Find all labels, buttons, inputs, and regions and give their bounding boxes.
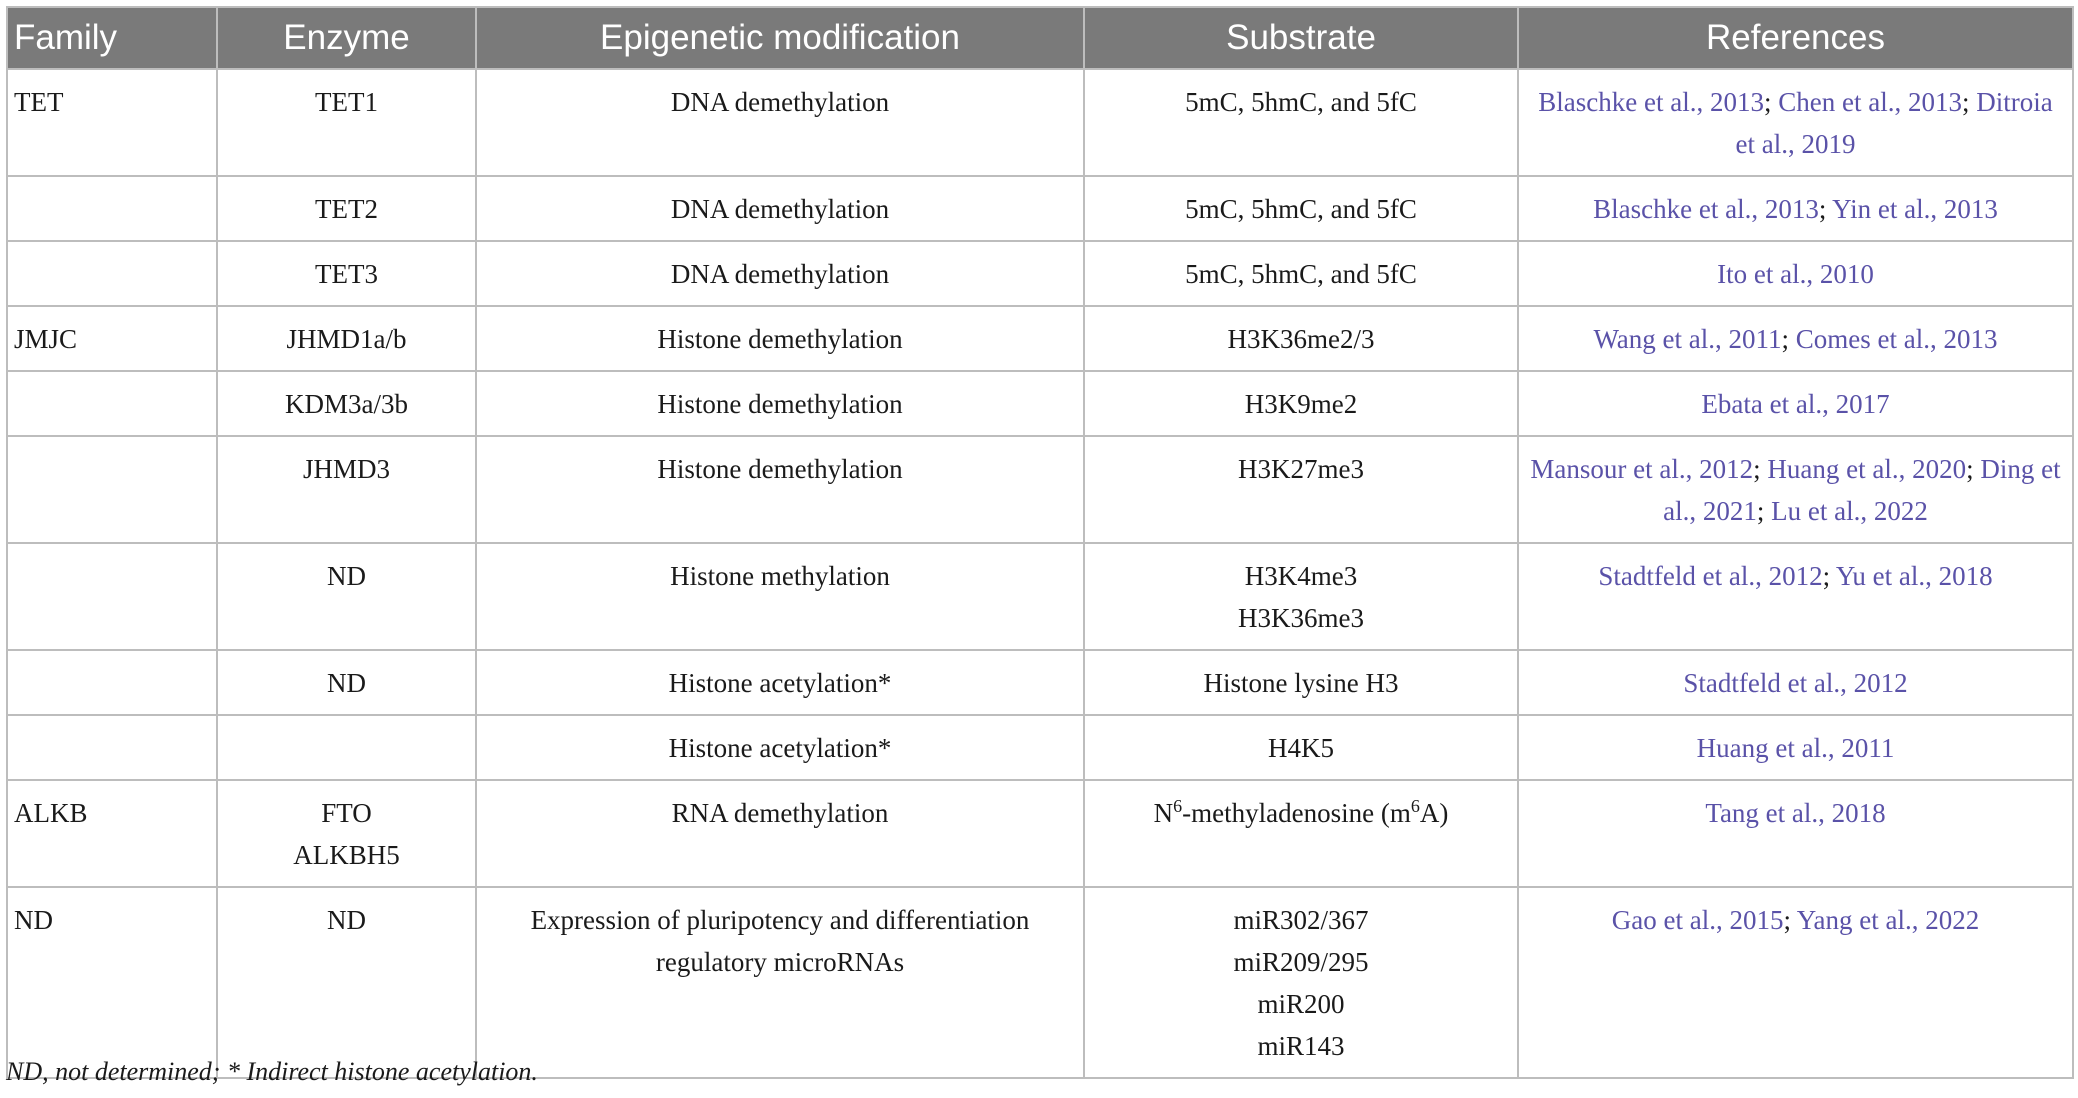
substrate-line: miR302/367 [1233,905,1369,935]
cell-substrate: H3K36me2/3 [1084,306,1518,371]
cell-references [1518,887,2073,1078]
table-row [7,780,2073,887]
reference-separator: ; [1763,87,1779,117]
reference-separator: ; [1966,454,1981,484]
substrate-line: miR143 [1257,1031,1345,1061]
cell-family [7,650,217,715]
cell-family [7,436,217,543]
reference-link[interactable]: Comes et al., 2013 [1795,324,1998,354]
header-substrate: Substrate [1084,7,1518,69]
cell-family: ND [7,887,217,1078]
cell-modification: Histone demethylation [476,371,1084,436]
reference-link[interactable]: Huang et al., 2020 [1767,454,1967,484]
cell-references [1518,371,2073,436]
table-body [7,69,2073,1078]
header-row [7,7,2073,69]
table-row [7,306,2073,371]
reference-link[interactable]: Chen et al., 2013 [1778,87,1962,117]
table-row [7,436,2073,543]
header-modification: Epigenetic modification [476,7,1084,69]
reference-separator: ; [1822,561,1836,591]
header-enzyme: Enzyme [217,7,476,69]
reference-link[interactable]: Blaschke et al., 2013 [1538,87,1764,117]
cell-references [1518,241,2073,306]
cell-enzyme: TET1 [217,69,476,176]
reference-separator: ; [1818,194,1833,224]
reference-link[interactable]: Stadtfeld et al., 2012 [1598,561,1823,591]
enzyme-line: ALKBH5 [293,840,400,870]
substrate-line: H3K4me3 [1244,561,1358,591]
cell-enzyme [217,715,476,780]
table-row [7,371,2073,436]
cell-substrate: Histone lysine H3 [1084,650,1518,715]
reference-separator: ; [1756,496,1772,526]
reference-link[interactable]: Ito et al., 2010 [1717,259,1874,289]
reference-link[interactable]: Huang et al., 2011 [1696,733,1895,763]
cell-family: TET [7,69,217,176]
cell-substrate: H4K5 [1084,715,1518,780]
reference-link[interactable]: Lu et al., 2022 [1771,496,1928,526]
cell-substrate [1084,543,1518,650]
cell-family [7,241,217,306]
cell-enzyme: ND [217,650,476,715]
reference-link[interactable]: Yang et al., 2022 [1796,905,1980,935]
cell-family: ALKB [7,780,217,887]
enzyme-line: FTO [321,798,372,828]
reference-link[interactable]: Gao et al., 2015 [1611,905,1784,935]
reference-separator: ; [1781,324,1796,354]
substrate-text: N [1153,798,1174,828]
cell-enzyme: JHMD3 [217,436,476,543]
cell-substrate: 5mC, 5hmC, and 5fC [1084,69,1518,176]
cell-substrate: H3K9me2 [1084,371,1518,436]
cell-modification: Expression of pluripotency and differentiation regulatory microRNAs [476,887,1084,1078]
table-row [7,715,2073,780]
cell-references [1518,69,2073,176]
cell-modification: DNA demethylation [476,176,1084,241]
reference-link[interactable]: Ebata et al., 2017 [1701,389,1890,419]
cell-modification: DNA demethylation [476,241,1084,306]
reference-link[interactable]: Wang et al., 2011 [1593,324,1782,354]
cell-references [1518,436,2073,543]
cell-family [7,715,217,780]
epigenetic-enzymes-table [6,6,2074,1079]
reference-link[interactable]: Ding et al., 2021 [1663,454,2061,526]
cell-family [7,371,217,436]
reference-link[interactable]: Stadtfeld et al., 2012 [1683,668,1908,698]
reference-link[interactable]: Tang et al., 2018 [1705,798,1886,828]
reference-separator: ; [1753,454,1768,484]
cell-family: JMJC [7,306,217,371]
cell-enzyme: TET2 [217,176,476,241]
reference-link[interactable]: Yu et al., 2018 [1835,561,1993,591]
cell-enzyme: TET3 [217,241,476,306]
cell-substrate: 5mC, 5hmC, and 5fC [1084,176,1518,241]
reference-link[interactable]: Mansour et al., 2012 [1530,454,1754,484]
reference-separator: ; [1783,905,1797,935]
substrate-line: miR209/295 [1233,947,1369,977]
cell-family [7,543,217,650]
substrate-superscript: 6 [1173,796,1183,816]
cell-enzyme: KDM3a/3b [217,371,476,436]
reference-link[interactable]: Blaschke et al., 2013 [1593,194,1819,224]
reference-separator: ; [1961,87,1977,117]
cell-modification: Histone demethylation [476,306,1084,371]
cell-enzyme: ND [217,887,476,1078]
cell-substrate [1084,887,1518,1078]
table-row [7,176,2073,241]
cell-references [1518,715,2073,780]
table-row [7,650,2073,715]
cell-enzyme: ND [217,543,476,650]
cell-modification: Histone acetylation* [476,715,1084,780]
table-row [7,69,2073,176]
cell-substrate: H3K27me3 [1084,436,1518,543]
cell-enzyme: JHMD1a/b [217,306,476,371]
cell-references [1518,650,2073,715]
header-family: Family [7,7,217,69]
cell-enzyme [217,780,476,887]
cell-modification: RNA demethylation [476,780,1084,887]
table-footnote: ND, not determined; * Indirect histone acetylation. [6,1057,538,1086]
table-row [7,887,2073,1078]
substrate-text: -methyladenosine (m [1182,798,1411,828]
substrate-text: A) [1419,798,1449,828]
cell-references [1518,543,2073,650]
substrate-line: miR200 [1257,989,1345,1019]
substrate-superscript: 6 [1410,796,1420,816]
cell-references [1518,780,2073,887]
cell-references [1518,176,2073,241]
cell-modification: Histone acetylation* [476,650,1084,715]
reference-link[interactable]: Ditroia et al., 2019 [1735,87,2053,159]
cell-modification: Histone methylation [476,543,1084,650]
cell-substrate [1084,780,1518,887]
cell-family [7,176,217,241]
cell-references [1518,306,2073,371]
header-references: References [1518,7,2073,69]
reference-link[interactable]: Yin et al., 2013 [1832,194,1998,224]
cell-modification: DNA demethylation [476,69,1084,176]
cell-modification: Histone demethylation [476,436,1084,543]
substrate-line: H3K36me3 [1238,603,1364,633]
table-row [7,543,2073,650]
cell-substrate: 5mC, 5hmC, and 5fC [1084,241,1518,306]
table-row [7,241,2073,306]
